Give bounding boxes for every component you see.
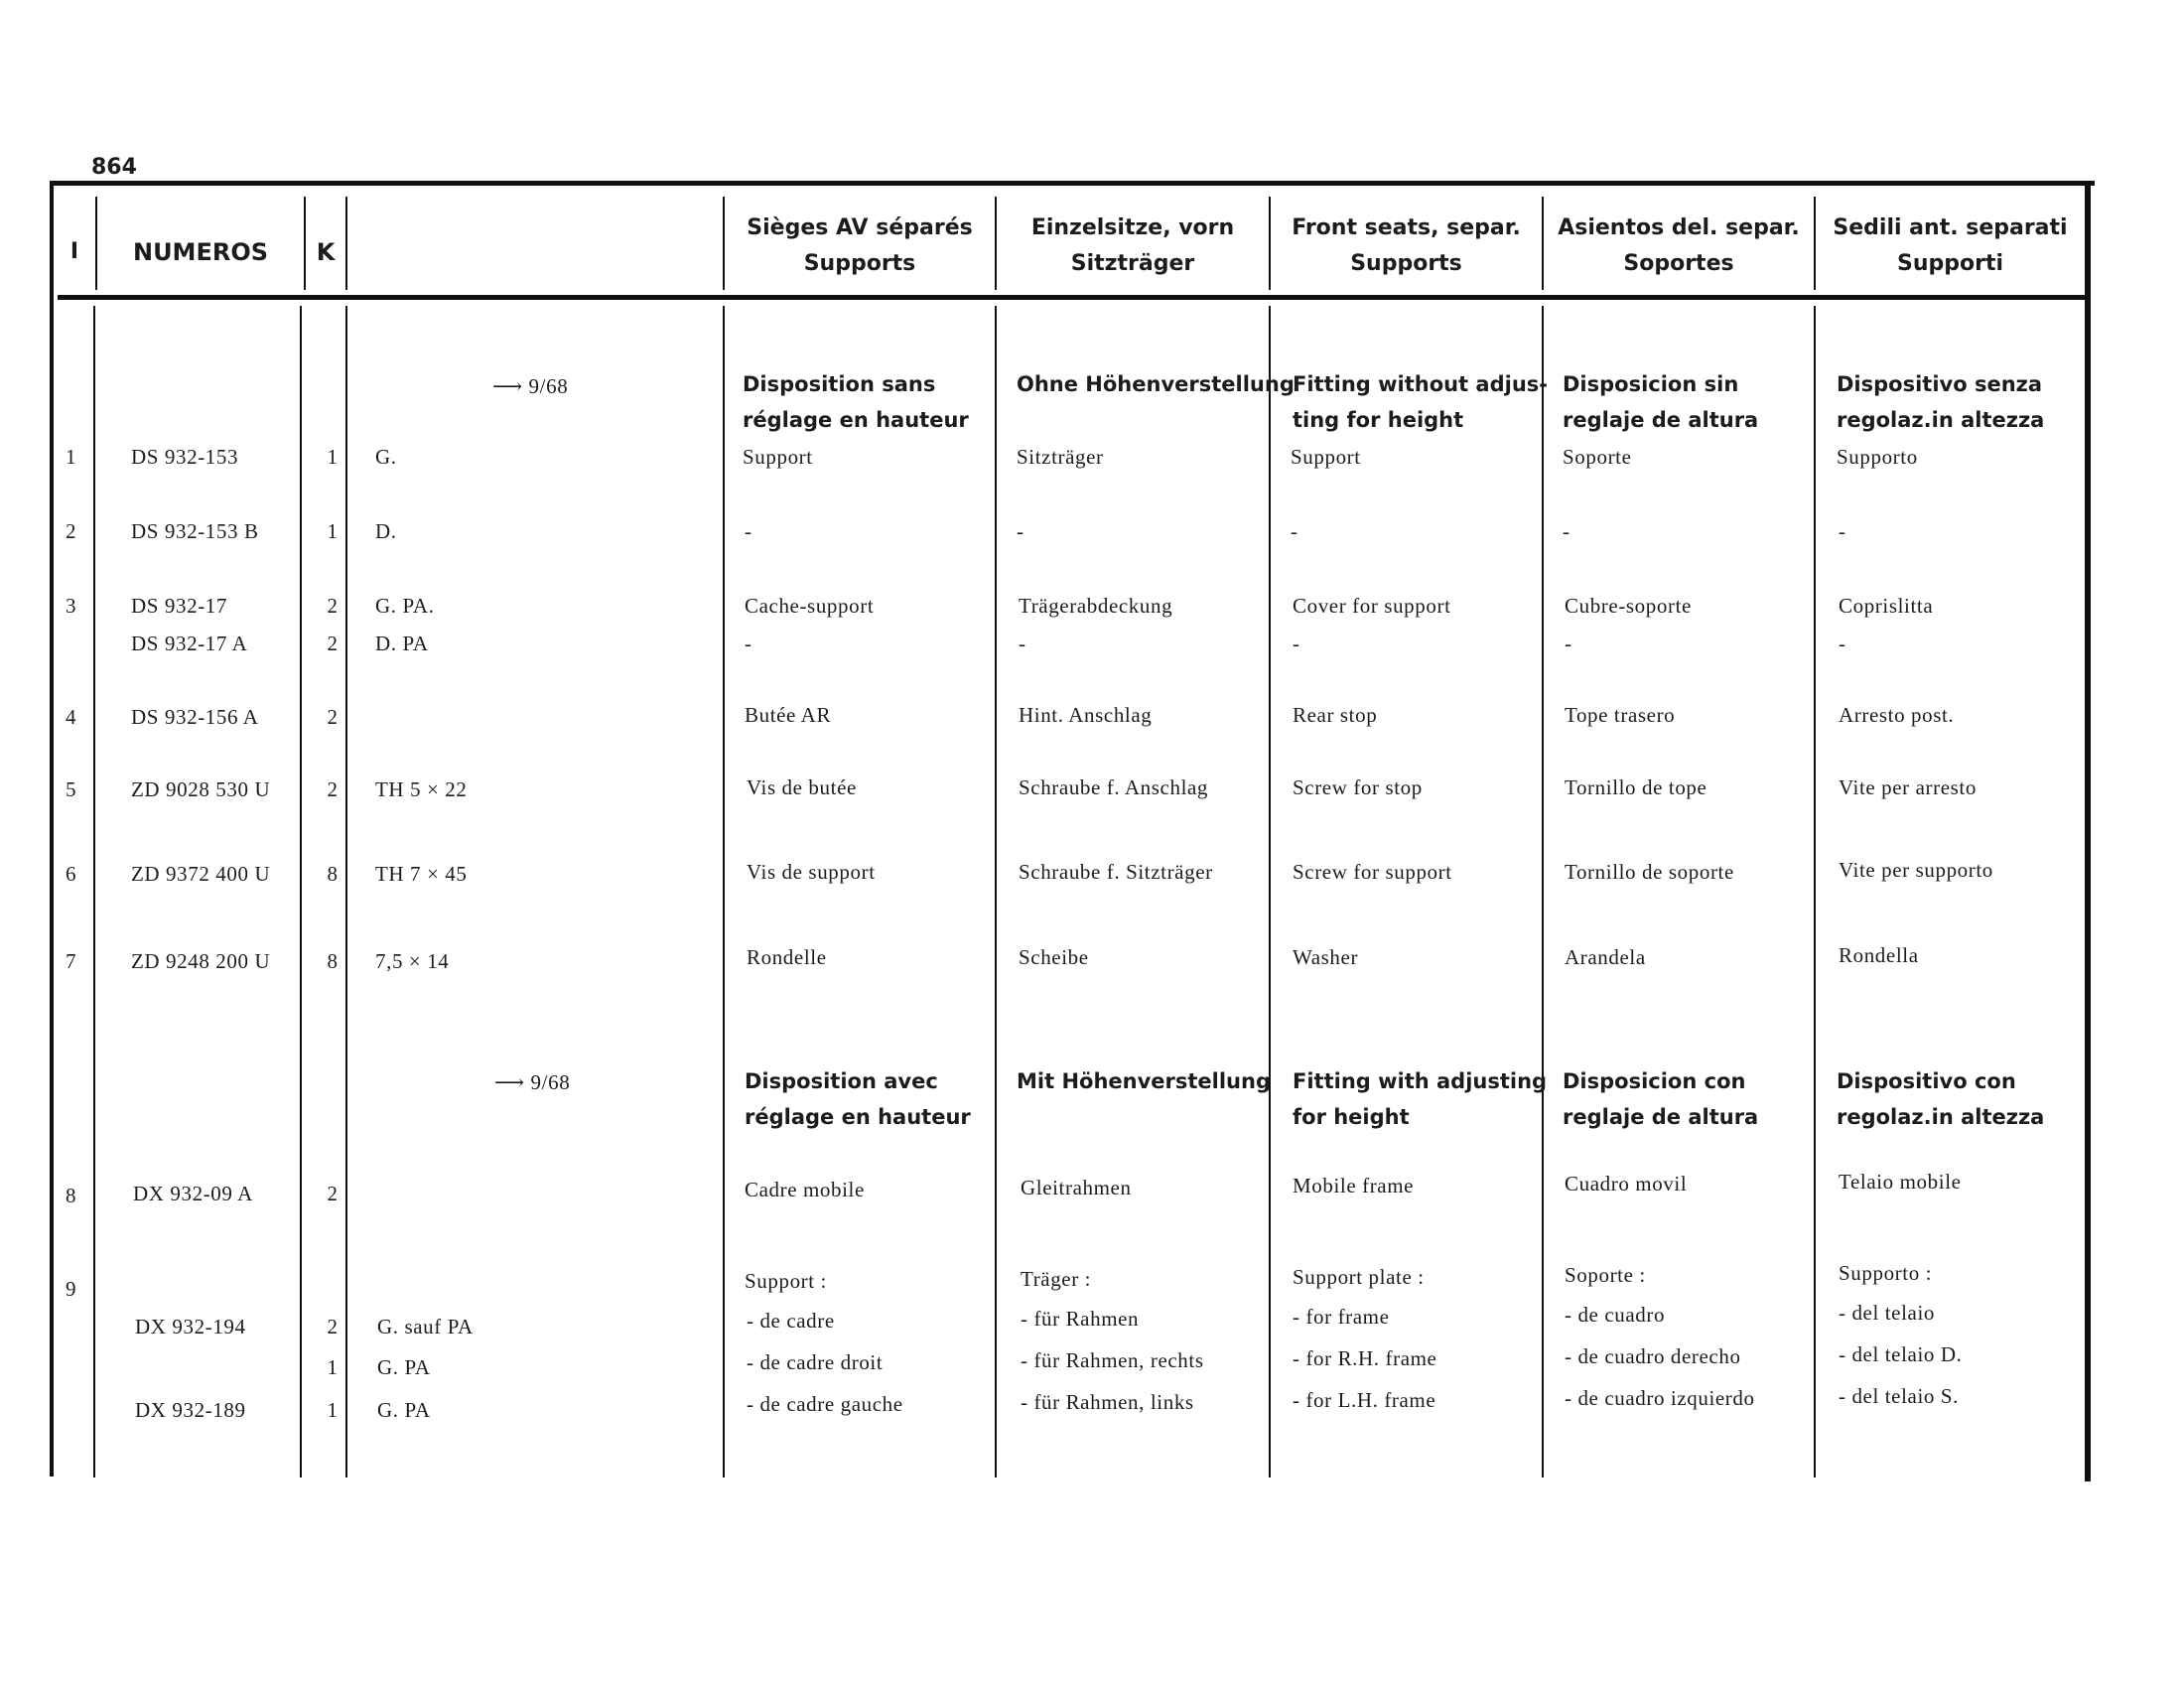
left-border: [50, 181, 54, 1477]
section-title-it: [1837, 1063, 2044, 1135]
section-title-line: ting for height: [1293, 408, 1464, 432]
desc-fr: Vis de support: [747, 860, 876, 884]
part-number: DS 932-153 B: [131, 519, 259, 543]
section-title-line: regolaz.in altezza: [1837, 1105, 2045, 1129]
right-border: [2085, 181, 2091, 1481]
desc-es: - de cuadro izquierdo: [1565, 1386, 1755, 1410]
desc-it: Supporto :: [1839, 1261, 1933, 1285]
header-fr-line1: Sièges AV séparés: [747, 215, 973, 240]
row-index: 7: [66, 949, 76, 973]
quantity: 2: [327, 632, 338, 655]
section-title-line: Fitting with adjusting: [1293, 1069, 1548, 1093]
desc-it: -: [1839, 632, 1846, 655]
desc-es: Cuadro movil: [1565, 1172, 1688, 1196]
col-sep: [723, 306, 725, 1477]
desc-de: - für Rahmen, rechts: [1021, 1348, 1204, 1372]
desc-fr: Support: [743, 445, 813, 469]
desc-it: - del telaio D.: [1839, 1342, 1963, 1366]
col-sep: [1814, 306, 1816, 1477]
part-number: DS 932-156 A: [131, 705, 259, 729]
col-sep: [1269, 306, 1271, 1477]
quantity: 8: [327, 949, 338, 973]
section-title-line: réglage en hauteur: [743, 408, 969, 432]
header-es: [1544, 211, 1814, 282]
spec: TH 7 × 45: [375, 862, 468, 886]
header-es-line2: Soportes: [1623, 251, 1734, 276]
header-de-line2: Sitzträger: [1070, 251, 1195, 276]
row-index: 2: [66, 519, 76, 543]
spec: 7,5 × 14: [375, 949, 450, 973]
part-number: ZD 9372 400 U: [131, 862, 271, 886]
spec: TH 5 × 22: [375, 777, 468, 801]
section-title-it: [1837, 366, 2044, 438]
part-number: ZD 9028 530 U: [131, 777, 271, 801]
desc-en: Screw for support: [1293, 860, 1452, 884]
quantity: 2: [327, 705, 338, 729]
part-number: DS 932-17 A: [131, 632, 248, 655]
section-title-line: Ohne Höhenverstellung: [1017, 372, 1295, 396]
quantity: 1: [327, 1355, 338, 1379]
col-sep: [995, 306, 997, 1477]
desc-it: Telaio mobile: [1839, 1170, 1962, 1194]
quantity: 2: [327, 777, 338, 801]
section-title-line: Disposicion con: [1563, 1069, 1746, 1093]
spec: G. PA: [377, 1398, 431, 1422]
desc-it: - del telaio S.: [1839, 1384, 1959, 1408]
desc-fr: - de cadre: [747, 1309, 835, 1333]
section-title-en: [1293, 1063, 1547, 1135]
desc-de: Gleitrahmen: [1021, 1176, 1132, 1199]
header-es-line1: Asientos del. separ.: [1558, 215, 1800, 240]
desc-en: Cover for support: [1293, 594, 1451, 618]
spec: G. PA.: [375, 594, 435, 618]
section-title-line: reglaje de altura: [1563, 408, 1759, 432]
desc-en: Support plate :: [1293, 1265, 1425, 1289]
header-index: I: [69, 239, 79, 264]
section-title-line: Fitting without adjus-: [1293, 372, 1548, 396]
desc-de: - für Rahmen, links: [1021, 1390, 1194, 1414]
section-title-line: Dispositivo senza: [1837, 372, 2043, 396]
desc-de: Hint. Anschlag: [1019, 703, 1153, 727]
section-arrow-label: ⟶ 9/68: [494, 1070, 571, 1094]
desc-es: - de cuadro: [1565, 1303, 1666, 1327]
spec: G. sauf PA: [377, 1315, 474, 1338]
section-title-es: [1563, 1063, 1758, 1135]
row-index: 5: [66, 777, 76, 801]
section-arrow-label: ⟶ 9/68: [492, 374, 569, 398]
desc-es: Soporte :: [1565, 1263, 1646, 1287]
desc-it: Vite per supporto: [1839, 858, 1993, 882]
desc-de: Scheibe: [1019, 945, 1089, 969]
section-title-line: Dispositivo con: [1837, 1069, 2016, 1093]
desc-fr: - de cadre gauche: [747, 1392, 903, 1416]
quantity: 1: [327, 1398, 338, 1422]
desc-de: -: [1019, 632, 1026, 655]
part-number: DS 932-153: [131, 445, 239, 469]
row-index: 1: [66, 445, 76, 469]
desc-fr: Cadre mobile: [745, 1178, 865, 1201]
section-title-line: for height: [1293, 1105, 1410, 1129]
part-number: DX 932-194: [135, 1315, 246, 1338]
page-number: 864: [91, 155, 137, 180]
desc-de: -: [1017, 519, 1024, 543]
desc-de: Schraube f. Anschlag: [1019, 775, 1209, 799]
section-title-line: reglaje de altura: [1563, 1105, 1759, 1129]
desc-fr: Rondelle: [747, 945, 827, 969]
row-index: 6: [66, 862, 76, 886]
desc-fr: Support :: [745, 1269, 827, 1293]
desc-it: Vite per arresto: [1839, 775, 1977, 799]
header-k: K: [316, 238, 336, 266]
desc-fr: -: [745, 519, 752, 543]
col-sep: [345, 306, 347, 1477]
col-sep: [1542, 306, 1544, 1477]
desc-fr: Cache-support: [745, 594, 875, 618]
top-rule: [52, 181, 2095, 186]
section-title-line: réglage en hauteur: [745, 1105, 971, 1129]
part-number: ZD 9248 200 U: [131, 949, 271, 973]
part-number: DX 932-189: [135, 1398, 246, 1422]
spec: D.: [375, 519, 397, 543]
desc-es: - de cuadro derecho: [1565, 1344, 1741, 1368]
section-title-line: Disposition sans: [743, 372, 936, 396]
section-title-fr: [745, 1063, 971, 1135]
section-title-de: [1017, 1063, 1271, 1099]
header-de: [997, 211, 1269, 282]
desc-es: Soporte: [1563, 445, 1632, 469]
desc-it: Arresto post.: [1839, 703, 1955, 727]
spec: G. PA: [377, 1355, 431, 1379]
header-it: [1816, 211, 2085, 282]
desc-fr: - de cadre droit: [747, 1350, 884, 1374]
desc-en: - for L.H. frame: [1293, 1388, 1436, 1412]
desc-es: -: [1565, 632, 1572, 655]
desc-en: Rear stop: [1293, 703, 1378, 727]
desc-es: Tornillo de soporte: [1565, 860, 1734, 884]
header-rule: [58, 295, 2087, 300]
section-title-fr: [743, 366, 969, 438]
header-en-line2: Supports: [1350, 251, 1462, 276]
quantity: 2: [327, 1182, 338, 1205]
quantity: 8: [327, 862, 338, 886]
desc-de: Sitzträger: [1017, 445, 1104, 469]
desc-de: - für Rahmen: [1021, 1307, 1140, 1331]
desc-de: Trägerabdeckung: [1019, 594, 1173, 618]
desc-en: - for R.H. frame: [1293, 1346, 1437, 1370]
desc-fr: Butée AR: [745, 703, 832, 727]
desc-en: -: [1291, 519, 1298, 543]
spec: G.: [375, 445, 397, 469]
desc-en: Mobile frame: [1293, 1174, 1415, 1197]
section-title-line: regolaz.in altezza: [1837, 408, 2045, 432]
desc-en: - for frame: [1293, 1305, 1390, 1329]
desc-it: Supporto: [1837, 445, 1918, 469]
part-number: DX 932-09 A: [133, 1182, 253, 1205]
desc-es: Arandela: [1565, 945, 1646, 969]
header-de-line1: Einzelsitze, vorn: [1030, 215, 1235, 240]
desc-es: Tornillo de tope: [1565, 775, 1707, 799]
desc-en: Washer: [1293, 945, 1359, 969]
row-index: 8: [66, 1184, 76, 1207]
header-fr: [725, 211, 995, 282]
section-title-line: Mit Höhenverstellung: [1017, 1069, 1271, 1093]
section-title-line: Disposicion sin: [1563, 372, 1739, 396]
section-title-es: [1563, 366, 1758, 438]
quantity: 2: [327, 1315, 338, 1338]
desc-es: -: [1563, 519, 1570, 543]
header-en: [1271, 211, 1542, 282]
part-number: DS 932-17: [131, 594, 227, 618]
row-index: 9: [66, 1277, 76, 1301]
desc-en: -: [1293, 632, 1300, 655]
section-title-de: [1017, 366, 1295, 402]
header-en-line1: Front seats, separ.: [1292, 215, 1521, 240]
quantity: 1: [327, 445, 338, 469]
desc-en: Support: [1291, 445, 1361, 469]
desc-es: Tope trasero: [1565, 703, 1676, 727]
col-sep: [93, 306, 95, 1477]
section-title-en: [1293, 366, 1548, 438]
header-it-line1: Sedili ant. separati: [1833, 215, 2068, 240]
desc-de: Träger :: [1021, 1267, 1092, 1291]
desc-it: - del telaio: [1839, 1301, 1935, 1325]
quantity: 1: [327, 519, 338, 543]
quantity: 2: [327, 594, 338, 618]
desc-it: Coprislitta: [1839, 594, 1934, 618]
desc-de: Schraube f. Sitzträger: [1019, 860, 1213, 884]
header-numeros: NUMEROS: [132, 238, 269, 266]
col-sep: [345, 197, 347, 290]
row-index: 3: [66, 594, 76, 618]
desc-it: -: [1839, 519, 1846, 543]
header-fr-line2: Supports: [803, 251, 916, 276]
desc-en: Screw for stop: [1293, 775, 1423, 799]
header-it-line2: Supporti: [1896, 251, 2004, 276]
desc-es: Cubre-soporte: [1565, 594, 1692, 618]
row-index: 4: [66, 705, 76, 729]
desc-it: Rondella: [1839, 943, 1919, 967]
section-title-line: Disposition avec: [745, 1069, 938, 1093]
col-sep: [300, 306, 302, 1477]
desc-fr: -: [745, 632, 752, 655]
desc-fr: Vis de butée: [747, 775, 857, 799]
spec: D. PA: [375, 632, 429, 655]
